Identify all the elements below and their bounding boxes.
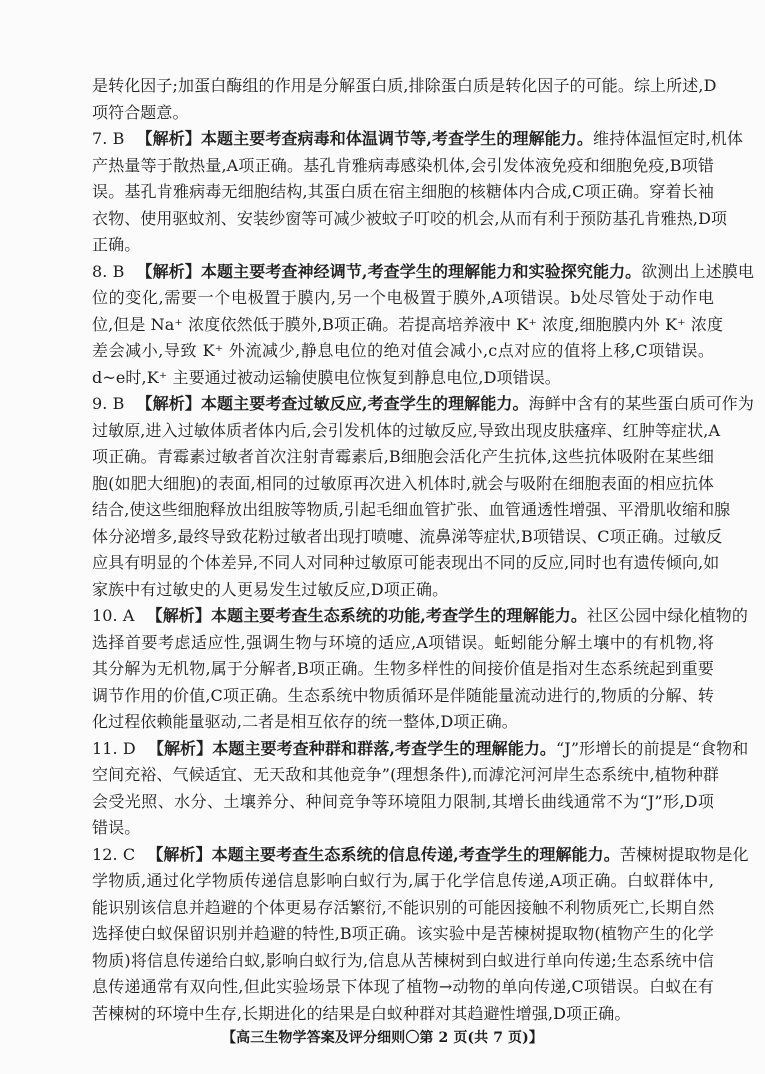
question-8-label: 【解析】本题主要考查神经调节,考查学生的理解能力和实验探究能力。 bbox=[136, 261, 642, 281]
question-7-answer: 7. B bbox=[92, 129, 125, 148]
text-fragment: 海鲜中含有的某些蛋白质可作为 bbox=[528, 394, 754, 413]
text-line: 选择首要考虑适应性,强调生物与环境的适应,A项错误。蚯蚓能分解土壤中的有机物,将 bbox=[92, 632, 714, 652]
text-line: 家族中有过敏史的人更易发生过敏反应,D项正确。 bbox=[92, 579, 449, 599]
text-line: 息传递通常有双向性,但此实验场景下体现了植物→动物的单向传递,C项错误。白蚁在有 bbox=[92, 977, 714, 996]
text-line: 调节作用的价值,C项正确。生态系统中物质循环是伴随能量流动进行的,物质的分解、转 bbox=[92, 685, 714, 705]
text-line: 正确。 bbox=[92, 235, 141, 254]
question-9-first-line bbox=[92, 391, 754, 418]
question-12-first-line bbox=[92, 842, 749, 869]
text-line: 化过程依赖能量驱动,二者是相互依存的统一整体,D项正确。 bbox=[92, 712, 518, 731]
text-line: 能识别该信息并趋避的个体更易存活繁衍,不能识别的可能因接触不利物质死亡,长期自然 bbox=[92, 897, 715, 917]
question-9-answer: 9. B bbox=[92, 394, 125, 413]
text-line: 选择使白蚁保留识别并趋避的特性,B项正确。该实验中是苦楝树提取物(植物产生的化学 bbox=[92, 924, 714, 943]
text-line: d~e时,K⁺ 主要通过被动运输使膜电位恢复到静息电位,D项错误。 bbox=[92, 367, 561, 387]
question-7-first-line bbox=[92, 126, 744, 153]
question-7-label: 【解析】本题主要考查病毒和体温调节等,考查学生的理解能力。 bbox=[136, 129, 593, 148]
answer-body bbox=[92, 73, 754, 1027]
question-10-first-line bbox=[92, 603, 748, 630]
text-line: 其分解为无机物,属于分解者,B项正确。生物多样性的间接价值是指对生态系统起到重要 bbox=[92, 659, 714, 678]
text-line: 结合,使这些细胞释放出组胺等物质,引起毛细血管扩张、血管通透性增强、平滑肌收缩和腺 bbox=[92, 500, 731, 519]
text-line: 苦楝树的环境中生存,长期进化的结果是白蚁种群对其趋避性增强,D项正确。 bbox=[92, 1003, 631, 1023]
text-fragment: 维持体温恒定时,机体 bbox=[593, 129, 744, 148]
text-line: 过敏原,进入过敏体质者体内后,会引发机体的过敏反应,导致出现皮肤瘙痒、红肿等症状,A bbox=[92, 420, 721, 440]
question-11-first-line bbox=[92, 736, 749, 763]
question-8-first-line bbox=[92, 259, 754, 286]
question-10-answer: 10. A bbox=[92, 606, 135, 625]
text-line: 胞(如肥大细胞)的表面,相同的过敏原再次进入机体时,就会与吸附在细胞表面的相应抗体 bbox=[92, 473, 714, 493]
question-11-label: 【解析】本题主要考查种群和群落,考查学生的理解能力。 bbox=[147, 738, 557, 758]
text-line: 错误。 bbox=[92, 818, 141, 837]
text-line: 位,但是 Na⁺ 浓度依然低于膜外,B项正确。若提高培养液中 K⁺ 浓度,细胞膜内外 K⁺ 浓度 bbox=[92, 314, 724, 334]
text-line: 项正确。青霉素过敏者首次注射青霉素后,B细胞会活化产生抗体,这些抗体吸附在某些细 bbox=[92, 447, 714, 466]
question-12-answer: 12. C bbox=[92, 844, 136, 864]
question-12-label: 【解析】本题主要考查生态系统的信息传递,考查学生的理解能力。 bbox=[147, 844, 620, 864]
question-10-label: 【解析】本题主要考查生态系统的功能,考查学生的理解能力。 bbox=[146, 606, 587, 625]
text-line: 是转化因子;加蛋白酶组的作用是分解蛋白质,排除蛋白质是转化因子的可能。综上所述,D bbox=[92, 76, 717, 95]
text-line: 差会减小,导致 K⁺ 外流减少,静息电位的绝对值会减小,c点对应的值将上移,C项错误。 bbox=[92, 341, 714, 360]
text-line: 项符合题意。 bbox=[92, 102, 189, 122]
text-line: 物质)将信息传递给白蚁,影响白蚁行为,信息从苦楝树到白蚁进行单向传递;生态系统中信 bbox=[92, 950, 714, 970]
text-line: 衣物、使用驱蚊剂、安装纱窗等可减少被蚊子叮咬的机会,从而有利于预防基孔肯雅热,D项 bbox=[92, 208, 728, 228]
text-line: 应具有明显的个体差异,不同人对同种过敏原可能表现出不同的反应,同时也有遗传倾向,如 bbox=[92, 553, 720, 572]
text-fragment: “J”形增长的前提是“食物和 bbox=[556, 738, 749, 758]
question-11-answer: 11. D bbox=[92, 738, 136, 758]
text-line: 产热量等于散热量,A项正确。基孔肯雅病毒感染机体,会引发体液免疫和细胞免疫,B项错 bbox=[92, 155, 714, 175]
text-fragment: 苦楝树提取物是化 bbox=[619, 844, 749, 864]
text-fragment: 欲测出上述膜电 bbox=[641, 261, 754, 281]
text-line: 学物质,通过化学物质传递信息影响白蚁行为,属于化学信息传递,A项正确。白蚁群体中, bbox=[92, 871, 714, 890]
question-9-label: 【解析】本题主要考查过敏反应,考查学生的理解能力。 bbox=[136, 394, 529, 413]
text-line: 位的变化,需要一个电极置于膜内,另一个电极置于膜外,A项错误。b处尽管处于动作电 bbox=[92, 288, 714, 307]
text-fragment: 社区公园中绿化植物的 bbox=[586, 606, 748, 625]
question-8-answer: 8. B bbox=[92, 261, 125, 281]
page-footer: 【高三生物学答案及评分细则〇第 2 页(共 7 页)】 bbox=[222, 1030, 543, 1046]
text-line: 误。基孔肯雅病毒无细胞结构,其蛋白质在宿主细胞的核糖体内合成,C项正确。穿着长袖 bbox=[92, 182, 714, 201]
text-line: 空间充裕、气候适宜、无天敌和其他竞争”(理想条件),而滹沱河河岸生态系统中,植物种群 bbox=[92, 765, 720, 784]
text-line: 会受光照、水分、土壤养分、种间竞争等环境阻力限制,其增长曲线通常不为“J”形,D项 bbox=[92, 791, 714, 811]
text-line: 体分泌增多,最终导致花粉过敏者出现打喷嚏、流鼻涕等症状,B项错误、C项正确。过敏反 bbox=[92, 526, 723, 546]
